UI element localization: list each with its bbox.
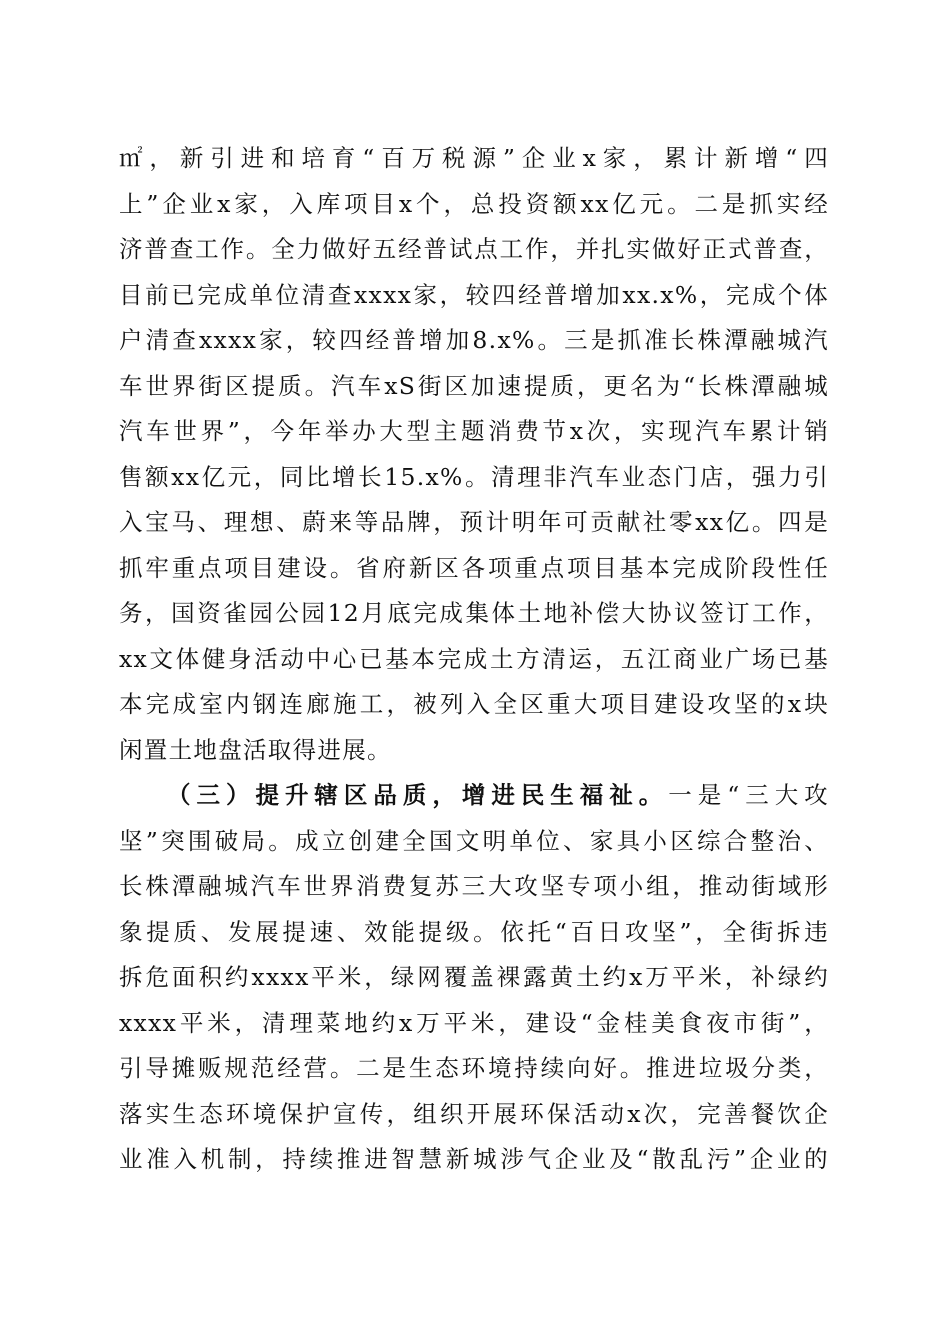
text-line: 引导摊贩规范经营。二是生态环境持续向好。推进垃圾分类，	[119, 1054, 829, 1082]
section-first-line	[119, 773, 829, 819]
text-line: xx文体健身活动中心已基本完成土方清运，五江商业广场已基	[119, 644, 829, 673]
text-line: 落实生态环境保护宣传，组织开展环保活动x次，完善餐饮企	[119, 1099, 829, 1128]
section-heading: （三）提升辖区品质，增进民生福祉。	[167, 781, 669, 809]
text-line: 务，国资雀园公园12月底完成集体土地补偿大协议签订工作，	[119, 599, 829, 627]
body-text	[119, 136, 829, 1183]
text-line: 车世界街区提质。汽车xS街区加速提质，更名为“长株潭融城	[119, 371, 829, 400]
text-line: 目前已完成单位清查xxxx家，较四经普增加xx.x%，完成个体	[119, 280, 829, 309]
text-line: 入宝马、理想、蔚来等品牌，预计明年可贡献社零xx亿。四是	[119, 508, 829, 536]
text-line: ㎡，新引进和培育“百万税源”企业x家，累计新增“四	[119, 144, 829, 172]
section-first-line-text: 一是“三大攻	[668, 781, 829, 809]
text-line: 上”企业x家，入库项目x个，总投资额xx亿元。二是抓实经	[119, 189, 829, 218]
text-line: 户清查xxxx家，较四经普增加8.x%。三是抓准长株潭融城汽	[119, 326, 829, 354]
text-line: 售额xx亿元，同比增长15.x%。清理非汽车业态门店，强力引	[119, 462, 829, 491]
text-line: xxxx平米，清理菜地约x万平米，建设“金桂美食夜市街”，	[119, 1008, 829, 1037]
text-line: 本完成室内钢连廊施工，被列入全区重大项目建设攻坚的x块	[119, 690, 829, 718]
text-line: 业准入机制，持续推进智慧新城涉气企业及“散乱污”企业的	[119, 1145, 829, 1173]
text-line: 象提质、发展提速、效能提级。依托“百日攻坚”，全街拆违	[119, 917, 829, 946]
text-line: 拆危面积约xxxx平米，绿网覆盖裸露黄土约x万平米，补绿约	[119, 963, 829, 991]
text-line: 长株潭融城汽车世界消费复苏三大攻坚专项小组，推动街域形	[119, 872, 829, 900]
text-line: 坚”突围破局。成立创建全国文明单位、家具小区综合整治、	[119, 826, 829, 855]
text-line: 抓牢重点项目建设。省府新区各项重点项目基本完成阶段性任	[119, 553, 829, 582]
text-line: 济普查工作。全力做好五经普试点工作，并扎实做好正式普查，	[119, 235, 829, 263]
text-line: 闲置土地盘活取得进展。	[119, 735, 392, 764]
text-line: 汽车世界”，今年举办大型主题消费节x次，实现汽车累计销	[119, 417, 829, 445]
